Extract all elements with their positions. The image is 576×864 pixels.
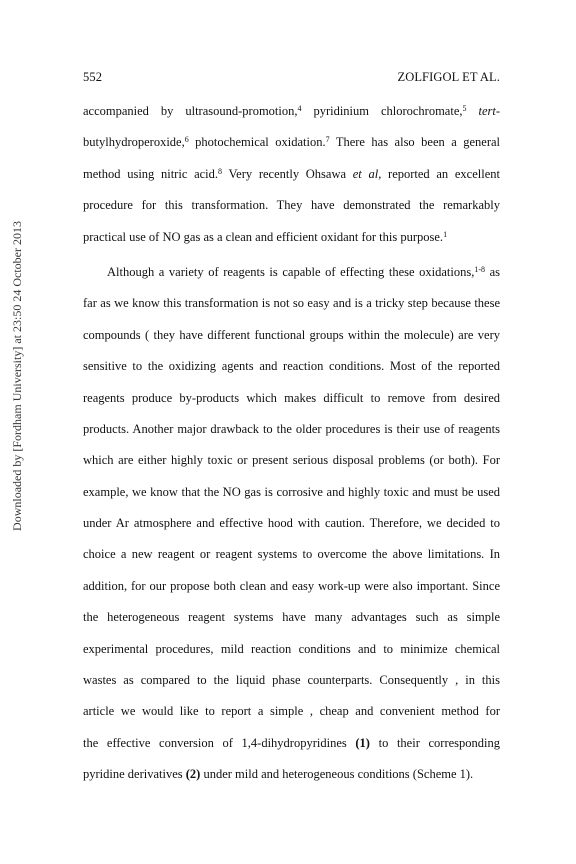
text-line-17: the heterogeneous reagent systems have many advantages such as simple — [83, 610, 500, 625]
text-line-15: choice a new reagent or reagent systems to overcome the above limitations. In — [83, 547, 500, 562]
text-line-8: compounds ( they have different functional groups within the molecule) are very — [83, 327, 500, 342]
text-line-14: under Ar atmosphere and effective hood with caution. Therefore, we decided to — [83, 516, 500, 531]
text-line-3: method using nitric acid.$^8$ Very recently Ohsawa et al, reported an excellent — [83, 166, 500, 181]
text-line-12: which are either highly toxic or present serious disposal problems (or both). For — [83, 453, 500, 468]
citation: 5 — [462, 104, 467, 113]
running-header — [83, 70, 500, 85]
text-line-6: Although a variety of reagents is capable of effecting these oxidations,$^{1-8}$ as — [107, 264, 500, 279]
text-line-16: addition, for our propose both clean and easy work-up were also important. Since — [83, 578, 500, 593]
download-watermark — [8, 146, 26, 606]
download-watermark-text: Downloaded by [Fordham University] at 23:50 24 October 2013 — [9, 221, 24, 531]
citation: 6 — [184, 135, 189, 145]
citation: 1-8 — [474, 264, 485, 274]
running-title: ZOLFIGOL ET AL. — [397, 70, 500, 84]
text-line-1: accompanied by ultrasound-promotion,$^4$ pyridinium chlorochromate,$^5$ tert- — [83, 104, 500, 118]
citation: 4 — [297, 104, 302, 113]
text-line-9: sensitive to the oxidizing agents and reaction conditions. Most of the reported — [83, 359, 500, 374]
text-line-4: procedure for this transformation. They have demonstrated the remarkably — [83, 198, 500, 213]
text-line-22: pyridine derivatives (2) under mild and heterogeneous conditions (Scheme 1). — [83, 767, 474, 782]
compound-ref: (2) — [185, 767, 201, 782]
page-number: 552 — [83, 70, 103, 84]
compound-ref: (1) — [355, 735, 370, 750]
article-body — [83, 96, 500, 791]
text-line-19: wastes as compared to the liquid phase counterparts. Consequently , in this — [83, 673, 500, 688]
text-line-2: butylhydroperoxide,$^6$ photochemical oxidation.$^7$ There has also been a general — [83, 135, 500, 150]
citation: 8 — [218, 166, 223, 176]
text-line-10: reagents produce by-products which makes difficult to remove from desired — [83, 390, 500, 405]
text-line-11: products. Another major drawback to the older procedures is their use of reagents — [83, 421, 500, 436]
citation: 7 — [325, 135, 330, 145]
text-line-5: practical use of NO gas as a clean and efficient oxidant for this purpose.$^1$ — [83, 229, 448, 244]
text-line-20: article we would like to report a simple , cheap and convenient method for — [83, 704, 500, 719]
text-line-7: far as we know this transformation is not so easy and is a tricky step because these — [83, 296, 500, 311]
text-line-18: experimental procedures, mild reaction conditions and to minimize chemical — [83, 641, 500, 656]
text-line-21: the effective conversion of 1,4-dihydropyridines (1) to their corresponding — [83, 735, 501, 750]
citation: 1 — [443, 229, 448, 239]
text-line-13: example, we know that the NO gas is corrosive and highly toxic and must be used — [83, 484, 500, 499]
